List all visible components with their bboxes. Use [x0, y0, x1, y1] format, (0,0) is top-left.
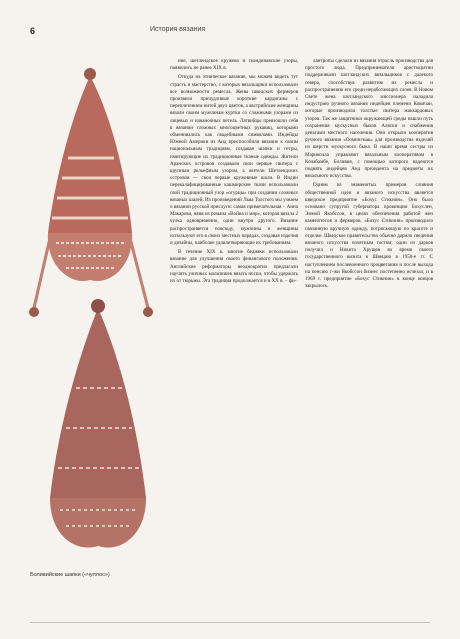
article-column-middle	[170, 58, 298, 285]
figure-caption: Боливийские шапки («чуллос»)	[30, 572, 110, 578]
paragraph: Откуда на этническое вязание, мы можем видеть тут страсть и мастерство, с которых вязальщики использовали все возможности ремесла. Жены шведских фермеров произвели причудливые короткие кардиганы с переплетением нитей двух цветов, а австрийские женщины вязали своим мужчинам куртки со сложными узорами из лицевых и изнаночных петель. Латвийцы превзошли себя в вязании сложных многоцветных рукавиц, которыми обменивались как свадебными символами. Индейцы Южной Америки из Анд приспособили вязание к своим национальным традициям, создавая шапки и гетры, имитирующие их традиционные тканые одежды. Жители Аранских островов создавали свои первые свитера с крупным рельефным узором, а жители Шетлендских островов — свои первые кружевные шали. В Индии перекалафицированные кашмирские ткачи использовали свой традиционный узор «огурцы» при создании сложных вязаных шалей. Из произведений Льва Толстого мы узнаем о вязании русской прислуги: самая примечательная – Анна Макарова, няня из романа «Война и мир», которая вязала 2 чулка одновременно, один внутри другого. Вязание распространяется повсюду, мужчины и женщины используют его в своих местных нарядах, создавая изделия и дизайны, наиболее удовлетворяющие их требованиям.	[170, 74, 298, 247]
footer-rule	[30, 622, 430, 623]
bolivian-hat-photo	[28, 58, 164, 558]
paragraph: лантропы сделали из вязания отрасль производства для простого люда. Предприниматели аристократии поддерживали шотландских вязальщиков с далекого севера, способствуя развитию их ремесла и распространению его среди неработающих слоев. В Новом Свете жена шотландского миссионера наладила индустрию ручного вязания индейцев племени Ковичан, которые производили толстые свитера жаккардовых узоров. Так же защитники окружающей среды нашли путь сохранения мускусных быков Аляски и снабжения деньгами местного населения. Они открыли кооператив ручного вязания «Оомингмак» для производства изделий из шерсти мускусного быка. В наши время сестры из Мариколла управляют вязальным кооперативом в Кочабамбе, Боливия, с помощью которого надеются поднять индейцев Анд президента на предметы их вязального искусства.	[305, 58, 433, 180]
page-number: 6	[30, 26, 36, 36]
running-title: История вязания	[150, 26, 206, 33]
paragraph: Одним из знаменитых примеров слияния общественной идеи и вязаного искусства является шведское предприятие «Бохус Стикнин». Оно было основано супругой губернатора провинции Бохуслен, Эммой Якобссон, в целях обеспечения работой жен каменотесов и фермеров. «Бохус Стикнин» производило связанную вручную одежду, потрясающую по красоте и отделке. Шведское правительство обычно дарило сведения вязаного искусства почетным гостям; один из дарков получил и Никита Хрущев во время своего государственного визита в Швецию в 1950-е гг. С наступлением послевоенного процветания и после выхода на пенсию г-жи Якобссон бизнес постепенно исчезал, и в 1969 г. предприятие «Бохус Стикнин» в конце концов закрылось.	[305, 182, 433, 290]
paragraph: ние, шетлендское кружево и скандинавские узоры, появились не ранее XIX в.	[170, 58, 298, 72]
article-column-right	[305, 58, 433, 291]
paragraph: В течение XIX в. многие бедняки использовали вязание для улучшения своего финансового положения. Английские реформаторы неоднократно предлагали научить уличных мальчишек вязать носки, чтобы удержать их от тюрьмы. Эта традиция продолжается и в ХХ в. – фи-	[170, 249, 298, 285]
